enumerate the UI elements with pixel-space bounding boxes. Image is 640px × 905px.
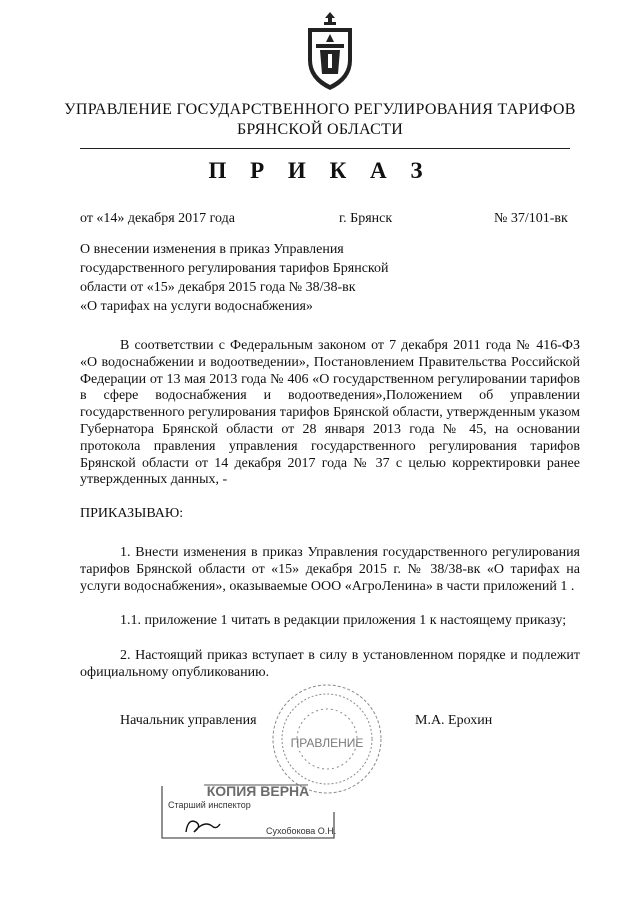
official-seal-icon <box>270 682 384 796</box>
order-item-2: 2. Настоящий приказ вступает в силу в установленном порядке и подлежит официальному опубликованию. <box>80 648 580 680</box>
signatory-position: Начальник управления <box>120 713 257 728</box>
subject-line: «О тарифах на услуги водоснабжения» <box>80 299 313 314</box>
preamble-paragraph: В соответствии с Федеральным законом от 7 декабря 2011 года № 416-ФЗ «О водоснабжении и водоотведении», Постановлением Правительства Российской Федерации от 13 мая 2013 года № 406 «О государственном регулировании тарифов в сфере водоснабжения и водоотведения»,Положением об управлении государственного регулирования тарифов Брянской области, утвержденным указом Губернатора Брянской области от 28 января 2013 года № 45, на основании протокола правления управления государственного регулирования тарифов Брянской области от 14 декабря 2017 года № 37 с целью корректировки ранее утвержденных данных, - <box>80 338 580 488</box>
stamp-frame <box>158 782 338 842</box>
order-item-1-1: 1.1. приложение 1 читать в редакции приложения 1 к настоящему приказу; <box>120 613 567 628</box>
header-divider <box>80 148 570 149</box>
copy-stamp-name: Сухобокова О.Н. <box>266 826 337 836</box>
seal-center-text: ПРАВЛЕНИЕ <box>290 736 364 750</box>
signatory-name: М.А. Ерохин <box>415 713 493 728</box>
document-number: № 37/101-вк <box>494 211 568 226</box>
order-word: ПРИКАЗЫВАЮ: <box>80 506 184 521</box>
coat-of-arms-icon <box>298 10 362 94</box>
subject-line: области от «15» декабря 2015 года № 38/38-вк <box>80 280 356 295</box>
document-date: от «14» декабря 2017 года <box>80 211 235 226</box>
org-name-line2: БРЯНСКОЙ ОБЛАСТИ <box>236 121 404 138</box>
copy-verified-stamp <box>158 782 338 842</box>
document-city: г. Брянск <box>339 211 393 226</box>
subject-line: государственного регулирования тарифов Брянской <box>80 261 389 276</box>
copy-stamp-role: Старший инспектор <box>168 800 251 810</box>
org-name-line1: УПРАВЛЕНИЕ ГОСУДАРСТВЕННОГО РЕГУЛИРОВАНИЯ ТАРИФОВ <box>64 101 576 118</box>
document-title: П Р И К А З <box>208 158 432 183</box>
subject-line: О внесении изменения в приказ Управления <box>80 242 344 257</box>
handwritten-signature <box>186 821 220 832</box>
document-subject <box>80 240 389 316</box>
copy-stamp-text: КОПИЯ ВЕРНА <box>206 783 310 799</box>
order-item-1: 1. Внести изменения в приказ Управления государственного регулирования тарифов Брянской области от «15» декабря 2015 г. № 38/38-вк «О тарифах на услуги водоснабжения», оказываемые ООО «АгроЛенина» в части приложений 1 . <box>80 545 580 594</box>
